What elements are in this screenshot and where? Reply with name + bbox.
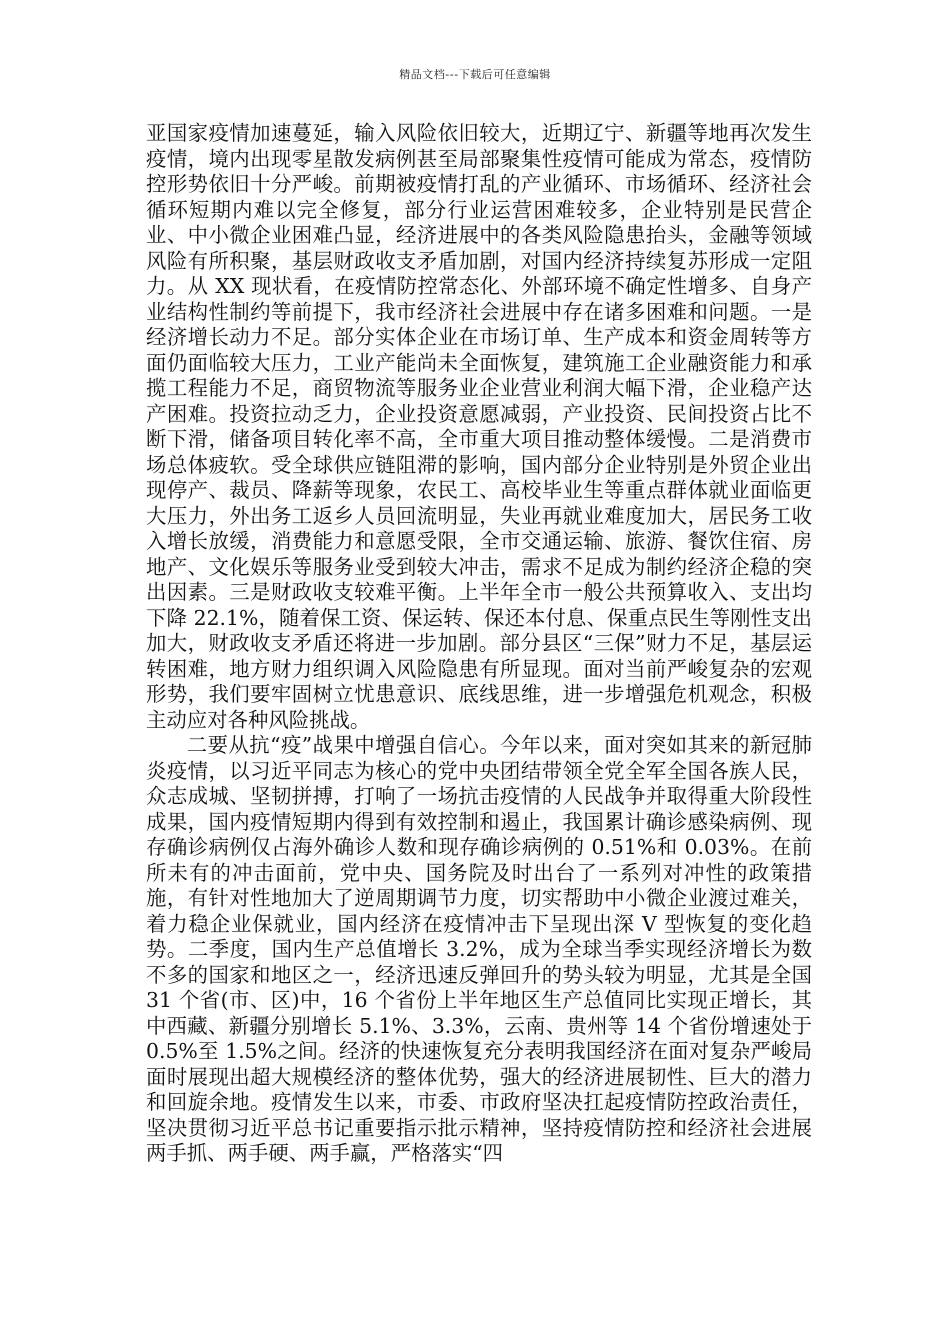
paragraph-1: 亚国家疫情加速蔓延，输入风险依旧较大，近期辽宁、新疆等地再次发生疫情，境内出现零星散发病例甚至局部聚集性疫情可能成为常态，疫情防控形势依旧十分严峻。前期被疫情打乱的产业循环、市场循环、经济社会循环短期内难以完全修复，部分行业运营困难较多，企业特别是民营企业、中小微企业困难凸显，经济进展中的各类风险隐患抬头，金融等领域风险有所积聚，基层财政收支矛盾加剧，对国内经济持续复苏形成一定阻力。从 XX 现状看，在疫情防控常态化、外部环境不确定性增多、自身产业结构性制约等前提下，我市经济社会进展中存在诸多困难和问题。一是经济增长动力不足。部分实体企业在市场订单、生产成本和资金周转等方面仍面临较大压力，工业产能尚未全面恢复，建筑施工企业融资能力和承揽工程能力不足，商贸物流等服务业企业营业利润大幅下滑，企业稳产达产困难。投资拉动乏力，企业投资意愿减弱，产业投资、民间投资占比不断下滑，储备项目转化率不高，全市重大项目推动整体缓慢。二是消费市场总体疲软。受全球供应链阻滞的影响，国内部分企业特别是外贸企业出现停产、裁员、降薪等现象，农民工、高校毕业生等重点群体就业面临更大压力，外出务工返乡人员回流明显，失业再就业难度加大，居民务工收入增长放缓，消费能力和意愿受限，全市交通运输、旅游、餐饮住宿、房地产、文化娱乐等服务业受到较大冲击，需求不足成为制约经济企稳的突出因素。三是财政收支较难平衡。上半年全市一般公共预算收入、支出均下降 22.1%，随着保工资、保运转、保还本付息、保重点民生等刚性支出加大，财政收支矛盾还将进一步加剧。部分县区“三保”财力不足，基层运转困难，地方财力组织调入风险隐患有所显现。面对当前严峻复杂的宏观形势，我们要牢固树立忧患意识、底线思维，进一步增强危机观念，积极主动应对各种风险挑战。 bbox=[146, 121, 812, 732]
page-header: 精品文档---下载后可任意编辑 bbox=[399, 68, 551, 81]
paragraph-2: 二要从抗“疫”战果中增强自信心。今年以来，面对突如其来的新冠肺炎疫情，以习近平同志为核心的党中央团结带领全党全军全国各族人民，众志成城、坚韧拼搏，打响了一场抗击疫情的人民战争并取得重大阶段性成果，国内疫情短期内得到有效控制和遏止，我国累计确诊感染病例、现存确诊病例仅占海外确诊人数和现存确诊病例的 0.51%和 0.03%。在前所未有的冲击面前，党中央、国务院及时出台了一系列对冲性的政策措施，有针对性地加大了逆周期调节力度，切实帮助中小微企业渡过难关，着力稳企业保就业，国内经济在疫情冲击下呈现出深 V 型恢复的变化趋势。二季度，国内生产总值增长 3.2%，成为全球当季实现经济增长为数不多的国家和地区之一，经济迅速反弹回升的势头较为明显，尤其是全国 31 个省(市、区)中，16 个省份上半年地区生产总值同比实现正增长，其中西藏、新疆分别增长 5.1%、3.3%，云南、贵州等 14 个省份增速处于 0.5%至 1.5%之间。经济的快速恢复充分表明我国经济在面对复杂严峻局面时展现出超大规模经济的整体优势，强大的经济进展韧性、巨大的潜力和回旋余地。疫情发生以来，市委、市政府坚决扛起疫情防控政治责任，坚决贯彻习近平总书记重要指示批示精神，坚持疫情防控和经济社会进展两手抓、两手硬、两手赢，严格落实“四 bbox=[146, 733, 812, 1165]
document-body bbox=[146, 121, 812, 1167]
